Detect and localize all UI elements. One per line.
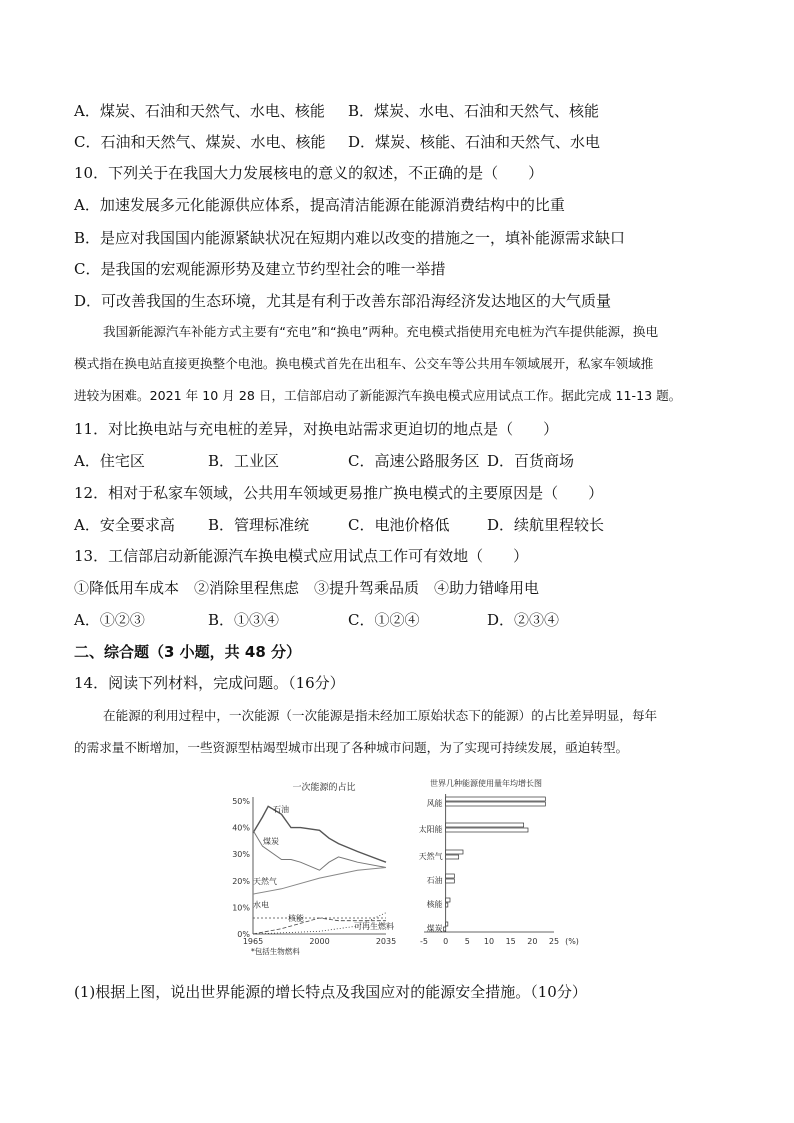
x-tick-label: 5 xyxy=(464,937,470,946)
q10-stem: 10．下列关于在我国大力发展核电的意义的叙述，不正确的是（ ） xyxy=(74,164,544,182)
q13-option-b: B．①③④ xyxy=(208,611,280,629)
chart-note: *包括生物燃料 xyxy=(251,947,300,956)
y-tick-label: 10% xyxy=(232,903,250,913)
bar-风能-1 xyxy=(446,802,546,806)
q13-stem: 13．工信部启动新能源汽车换电模式应用试点工作可有效地（ ） xyxy=(74,547,529,565)
y-tick-label: 50% xyxy=(232,797,250,806)
series-label: 水电 xyxy=(253,900,269,910)
y-tick-label: 20% xyxy=(232,876,250,886)
q9-option-c: C．石油和天然气、煤炭、水电、核能 xyxy=(74,133,326,151)
x-tick-label: 2000 xyxy=(309,937,330,946)
q13-option-d: D．②③④ xyxy=(487,611,560,629)
series-label: 天然气 xyxy=(253,876,277,886)
bar-煤炭-1 xyxy=(444,927,446,931)
bar-风能-0 xyxy=(446,797,546,801)
q10-option-b: B．是应对我国国内能源紧缺状况在短期内难以改变的措施之一，填补能源需求缺口 xyxy=(74,229,626,247)
x-tick-label: (%) xyxy=(565,937,579,946)
q11-option-b: B．工业区 xyxy=(208,452,280,470)
q14-stem: 14．阅读下列材料，完成问题。（16分） xyxy=(74,674,345,692)
series-label: 核能 xyxy=(288,914,304,924)
category-label: 煤炭 xyxy=(426,924,443,933)
category-label: 石油 xyxy=(426,876,443,885)
q12-option-d: D．续航里程较长 xyxy=(487,516,605,534)
material-line-1: 我国新能源汽车补能方式主要有“充电”和“换电”两种。充电模式指使用充电桩为汽车提供能源，换电 xyxy=(103,324,659,339)
q11-stem: 11．对比换电站与充电桩的差异，对换电站需求更迫切的地点是（ ） xyxy=(74,420,559,438)
bar-石油-1 xyxy=(446,879,455,883)
material-line-3: 进较为困难。2021 年 10 月 28 日，工信部启动了新能源汽车换电模式应用试点工作。据此完成 11-13 题。 xyxy=(74,388,682,403)
energy-growth-bar-chart xyxy=(408,774,579,964)
q14-para-line-2: 的需求量不断增加，一些资源型枯竭型城市出现了各种城市问题，为了实现可持续发展，亟迫转型。 xyxy=(74,740,629,755)
x-tick-label: 20 xyxy=(527,937,538,946)
y-tick-label: 30% xyxy=(232,850,250,860)
bar-天然气-1 xyxy=(446,855,459,859)
chart-title: 世界几种能源使用量年均增长图 xyxy=(430,779,542,788)
x-tick-label: 1965 xyxy=(242,937,264,946)
q9-option-d: D．煤炭、核能、石油和天然气、水电 xyxy=(348,133,601,151)
material-line-2: 模式指在换电站直接更换整个电池。换电模式首先在出租车、公交车等公共用车领域展开，私家车领域推 xyxy=(74,356,654,371)
q10-option-a: A．加速发展多元化能源供应体系，提高清洁能源在能源消费结构中的比重 xyxy=(74,196,565,214)
bar-核能-1 xyxy=(446,903,448,907)
q11-option-c: C．高速公路服务区 xyxy=(348,452,480,470)
bar-天然气-0 xyxy=(446,850,463,854)
q13-items: ①降低用车成本 ②消除里程焦虑 ③提升驾乘品质 ④助力错峰用电 xyxy=(74,579,540,597)
q14-sub1: (1)根据上图，说出世界能源的增长特点及我国应对的能源安全措施。（10分） xyxy=(74,983,587,1001)
bar-太阳能-0 xyxy=(446,823,524,827)
q10-option-d: D．可改善我国的生态环境，尤其是有利于改善东部沿海经济发达地区的大气质量 xyxy=(74,292,612,310)
q13-option-c: C．①②④ xyxy=(348,611,420,629)
x-tick-label: 2035 xyxy=(375,937,397,946)
x-tick-label: 0 xyxy=(443,937,449,946)
bar-太阳能-1 xyxy=(446,828,528,832)
y-tick-label: 0% xyxy=(237,930,250,939)
q11-option-d: D．百货商场 xyxy=(487,452,575,470)
q10-option-c: C．是我国的宏观能源形势及建立节约型社会的唯一举措 xyxy=(74,260,446,278)
primary-energy-share-chart xyxy=(226,774,410,964)
q9-option-b: B．煤炭、水电、石油和天然气、核能 xyxy=(348,102,600,120)
q12-option-a: A．安全要求高 xyxy=(74,516,175,534)
series-label: 石油 xyxy=(273,804,289,814)
q9-option-a: A．煤炭、石油和天然气、水电、核能 xyxy=(74,102,325,120)
section-title: 二、综合题（3 小题，共 48 分） xyxy=(74,643,301,661)
q14-para-line-1: 在能源的利用过程中，一次能源（一次能源是指未经加工原始状态下的能源）的占比差异明显，每年 xyxy=(103,708,658,723)
category-label: 天然气 xyxy=(418,852,443,861)
x-tick-label: -5 xyxy=(420,937,428,946)
chart-title: 一次能源的占比 xyxy=(292,783,356,793)
category-label: 风能 xyxy=(426,799,443,808)
x-tick-label: 25 xyxy=(548,937,560,946)
category-label: 核能 xyxy=(426,900,443,909)
q12-option-b: B．管理标准统 xyxy=(208,516,310,534)
series-label: 煤炭 xyxy=(263,836,279,846)
x-tick-label: 10 xyxy=(483,937,495,946)
q13-option-a: A．①②③ xyxy=(74,611,145,629)
bar-煤炭-0 xyxy=(446,922,448,926)
series-label: 可再生燃料 xyxy=(354,922,394,932)
bar-核能-0 xyxy=(446,898,450,902)
bar-石油-0 xyxy=(446,874,455,878)
q12-option-c: C．电池价格低 xyxy=(348,516,450,534)
q11-option-a: A．住宅区 xyxy=(74,452,145,470)
category-label: 太阳能 xyxy=(418,825,443,834)
x-tick-label: 15 xyxy=(505,937,516,946)
y-tick-label: 40% xyxy=(232,823,250,833)
q12-stem: 12．相对于私家车领域，公共用车领域更易推广换电模式的主要原因是（ ） xyxy=(74,484,604,502)
